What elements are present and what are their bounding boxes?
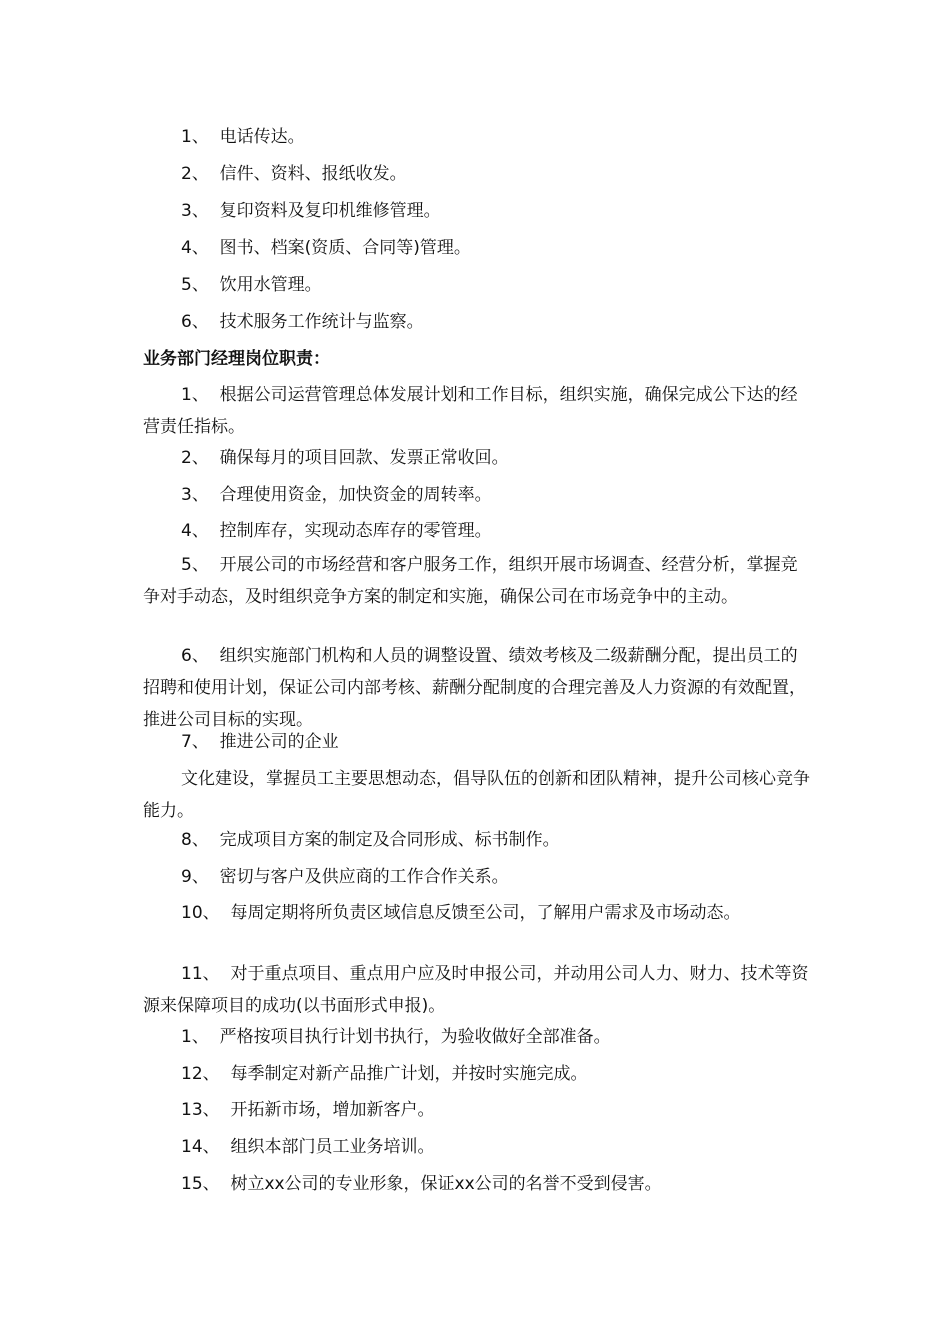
section-title: 业务部门经理岗位职责：	[143, 349, 330, 369]
paragraph: 10、 每周定期将所负责区域信息反馈至公司，了解用户需求及市场动态。	[181, 903, 741, 923]
list-item: 2、 信件、资料、报纸收发。	[181, 164, 407, 184]
paragraph: 4、 控制库存，实现动态库存的零管理。	[181, 521, 492, 541]
paragraph: 1、 根据公司运营管理总体发展计划和工作目标，组织实施，确保完成公下达的经营责任指标。	[143, 385, 798, 437]
list-item: 6、 技术服务工作统计与监察。	[181, 312, 424, 332]
paragraph: 15、 树立xx公司的专业形象，保证xx公司的名誉不受到侵害。	[181, 1174, 662, 1194]
paragraph: 14、 组织本部门员工业务培训。	[181, 1137, 435, 1157]
paragraph: 8、 完成项目方案的制定及合同形成、标书制作。	[181, 830, 560, 850]
list-item: 4、 图书、档案(资质、合同等)管理。	[181, 238, 471, 258]
paragraph: 2、 确保每月的项目回款、发票正常收回。	[181, 448, 509, 468]
paragraph: 1、 严格按项目执行计划书执行，为验收做好全部准备。	[181, 1027, 611, 1047]
paragraph: 文化建设，掌握员工主要思想动态，倡导队伍的创新和团队精神，提升公司核心竞争能力。	[143, 769, 810, 821]
paragraph: 7、 推进公司的企业	[181, 732, 339, 752]
paragraph: 12、 每季制定对新产品推广计划，并按时实施完成。	[181, 1064, 588, 1084]
paragraph: 13、 开拓新市场，增加新客户。	[181, 1100, 435, 1120]
list-item: 5、 饮用水管理。	[181, 275, 322, 295]
paragraph: 5、 开展公司的市场经营和客户服务工作，组织开展市场调查、经营分析，掌握竞争对手动态，及时组织竞争方案的制定和实施，确保公司在市场竞争中的主动。	[143, 555, 798, 607]
paragraph: 9、 密切与客户及供应商的工作合作关系。	[181, 867, 509, 887]
paragraph: 11、 对于重点项目、重点用户应及时申报公司，并动用公司人力、财力、技术等资源来保障项目的成功(以书面形式申报)。	[143, 964, 809, 1016]
list-item: 1、 电话传达。	[181, 127, 305, 147]
paragraph: 3、 合理使用资金，加快资金的周转率。	[181, 485, 492, 505]
paragraph: 6、 组织实施部门机构和人员的调整设置、绩效考核及二级薪酬分配，提出员工的招聘和使用计划，保证公司内部考核、薪酬分配制度的合理完善及人力资源的有效配置，推进公司目标的实现。	[143, 646, 806, 730]
list-item: 3、 复印资料及复印机维修管理。	[181, 201, 441, 221]
